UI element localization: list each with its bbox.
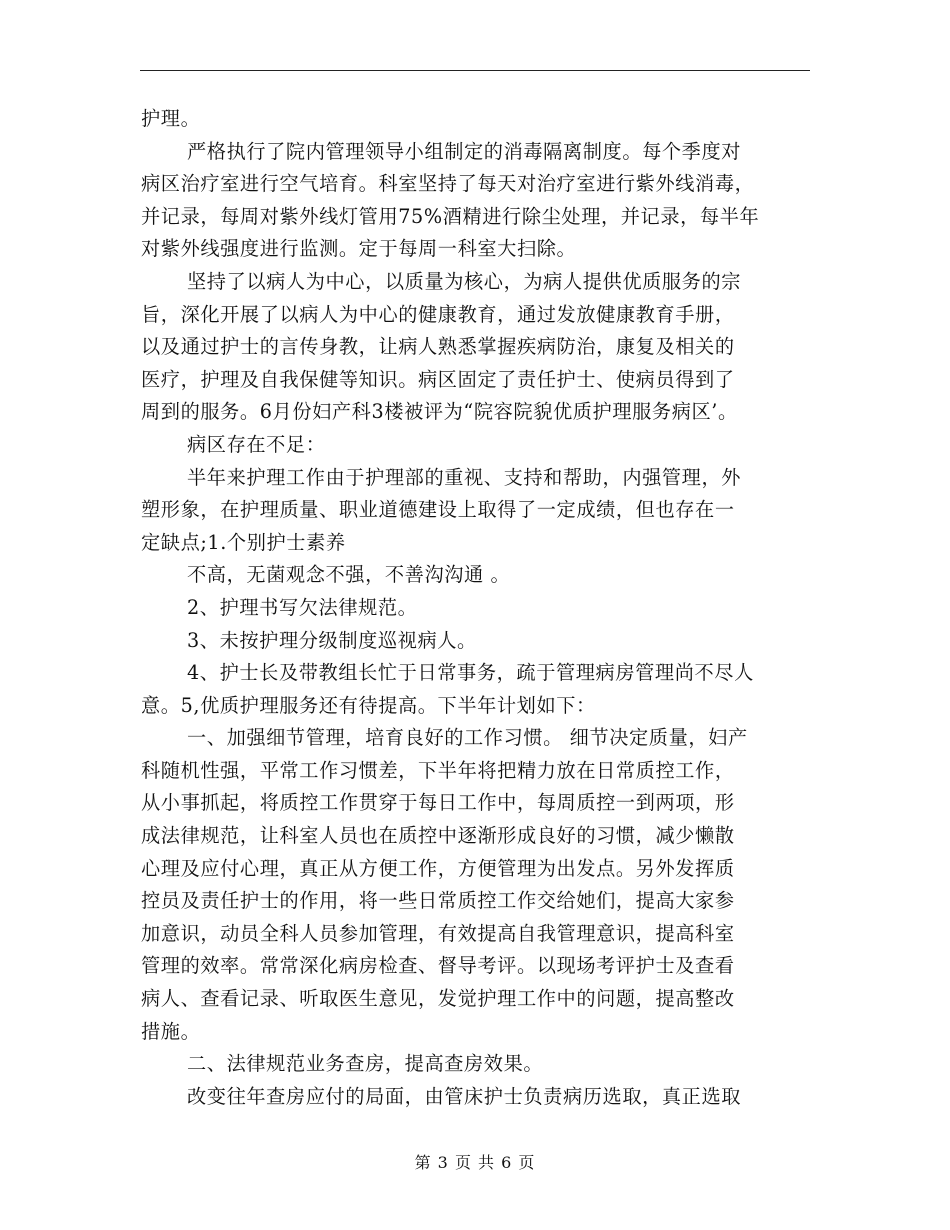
text-line: 控员及责任护士的作用，将一些日常质控工作交给她们，提高大家参 (141, 889, 735, 913)
text-line: 措施。 (141, 1019, 201, 1043)
text-line: 意。5,优质护理服务还有待提高。下半年计划如下： (141, 693, 596, 717)
text-line: 一、加强细节管理，培育良好的工作习惯。 细节决定质量，妇产 (187, 726, 748, 750)
text-line: 并记录，每周对紫外线灯管用75%酒精进行除尘处理，并记录，每半年 (141, 204, 760, 228)
text-line: 周到的服务。6月份妇产科3楼被评为“院容院貌优质护理服务病区’。 (141, 400, 738, 424)
text-line: 加意识，动员全科人员参加管理，有效提高自我管理意识，提高科室 (141, 921, 735, 945)
text-line: 2、护理书写欠法律规范。 (187, 595, 418, 619)
text-line: 旨，深化开展了以病人为中心的健康教育，通过发放健康教育手册， (141, 302, 735, 326)
text-line: 3、未按护理分级制度巡视病人。 (187, 628, 477, 652)
text-line: 定缺点;1.个别护士素养 (141, 530, 346, 554)
text-line: 对紫外线强度进行监测。定于每周一科室大扫除。 (141, 237, 577, 261)
document-body (141, 103, 841, 1113)
text-line: 4、护士长及带教组长忙于日常事务，疏于管理病房管理尚不尽人 (187, 661, 754, 685)
text-line: 护理。 (141, 107, 201, 130)
text-line: 成法律规范，让科室人员也在质控中逐渐形成良好的习惯，减少懒散 (141, 824, 735, 848)
text-line: 不高，无菌观念不强，不善沟沟通 。 (187, 563, 511, 587)
text-line: 严格执行了院内管理领导小组制定的消毒隔离制度。每个季度对 (187, 139, 742, 163)
header-rule (140, 70, 810, 71)
text-line: 塑形象，在护理质量、职业道德建设上取得了一定成绩，但也存在一 (141, 498, 735, 522)
text-line: 科随机性强，平常工作习惯差，下半年将把精力放在日常质控工作， (141, 758, 735, 782)
text-line: 半年来护理工作由于护理部的重视、支持和帮助，内强管理，外 (187, 465, 742, 489)
text-line: 以及通过护士的言传身教，让病人熟悉掌握疾病防治，康复及相关的 (141, 335, 735, 359)
text-line: 管理的效率。常常深化病房检查、督导考评。以现场考评护士及查看 (141, 954, 735, 978)
page-footer: 第 3 页 共 6 页 (414, 1153, 536, 1172)
text-line: 心理及应付心理，真正从方便工作，方便管理为出发点。另外发挥质 (141, 856, 735, 880)
text-line: 坚持了以病人为中心，以质量为核心，为病人提供优质服务的宗 (187, 269, 742, 293)
text-line: 病区治疗室进行空气培育。科室坚持了每天对治疗室进行紫外线消毒， (141, 172, 755, 196)
text-line: 二、法律规范业务查房，提高查房效果。 (187, 1052, 544, 1076)
text-line: 改变往年查房应付的局面，由管床护士负责病历选取，真正选取 (187, 1084, 742, 1108)
text-line: 病人、查看记录、听取医生意见，发觉护理工作中的问题，提高整改 (141, 987, 735, 1011)
text-line: 医疗，护理及自我保健等知识。病区固定了责任护士、使病员得到了 (141, 367, 735, 391)
text-line: 病区存在不足： (187, 432, 326, 456)
text-line: 从小事抓起，将质控工作贯穿于每日工作中，每周质控一到两项，形 (141, 791, 735, 815)
